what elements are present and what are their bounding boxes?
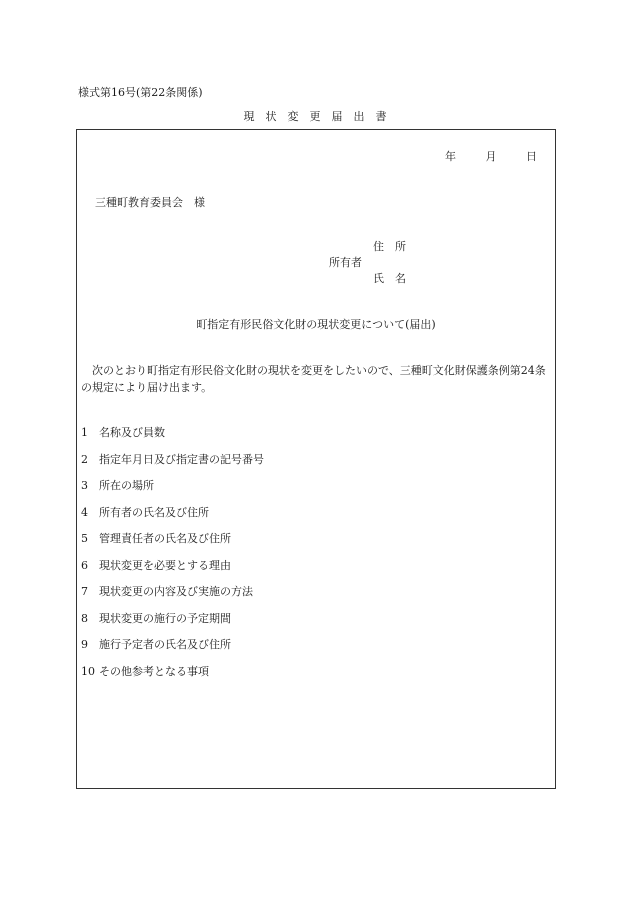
address-label: 住 所 [373, 240, 406, 253]
item-number: 3 [81, 479, 88, 492]
item-number: 6 [81, 558, 88, 572]
form-number: 様式第16号(第22条関係) [78, 86, 203, 99]
item-number: 10 [81, 664, 95, 678]
name-label: 氏 名 [373, 272, 406, 285]
document-title: 現 状 変 更 届 出 書 [243, 110, 387, 123]
item-text: 管理責任者の氏名及び住所 [99, 532, 231, 545]
item-text: 指定年月日及び指定書の記号番号 [99, 452, 264, 466]
item-text: その他参考となる事項 [99, 664, 209, 678]
item-text: 所在の場所 [99, 479, 154, 492]
item-number: 4 [81, 505, 88, 519]
list-item [81, 558, 264, 585]
item-text: 現状変更を必要とする理由 [99, 558, 231, 572]
item-number: 9 [81, 638, 88, 651]
list-item [81, 637, 264, 664]
item-number: 7 [81, 585, 88, 598]
date-month: 月 [485, 150, 497, 163]
owner-label: 所有者 [329, 256, 362, 269]
form-frame [76, 129, 556, 789]
list-item [81, 425, 264, 452]
body-text: 次のとおり町指定有形民俗文化財の現状を変更をしたいので、三種町文化財保護条例第24条の規定により届け出ます。 [81, 364, 546, 394]
list-item [81, 531, 264, 558]
list-item [81, 664, 264, 691]
list-item [81, 505, 264, 532]
item-number: 2 [81, 452, 88, 466]
item-list [81, 425, 264, 690]
item-text: 所有者の氏名及び住所 [99, 505, 209, 519]
list-item [81, 452, 264, 479]
item-number: 8 [81, 611, 88, 625]
date-line [419, 148, 537, 164]
item-number: 1 [81, 426, 88, 439]
list-item [81, 611, 264, 638]
list-item [81, 584, 264, 611]
addressee: 三種町教育委員会 様 [95, 196, 205, 209]
item-text: 施行予定者の氏名及び住所 [99, 638, 231, 651]
date-year: 年 [445, 150, 456, 163]
subject-line: 町指定有形民俗文化財の現状変更について(届出) [196, 318, 436, 331]
item-text: 現状変更の施行の予定期間 [99, 611, 231, 625]
item-text: 現状変更の内容及び実施の方法 [99, 585, 253, 598]
item-text: 名称及び員数 [99, 426, 165, 439]
date-day: 日 [526, 150, 537, 163]
item-number: 5 [81, 532, 88, 545]
list-item [81, 478, 264, 505]
